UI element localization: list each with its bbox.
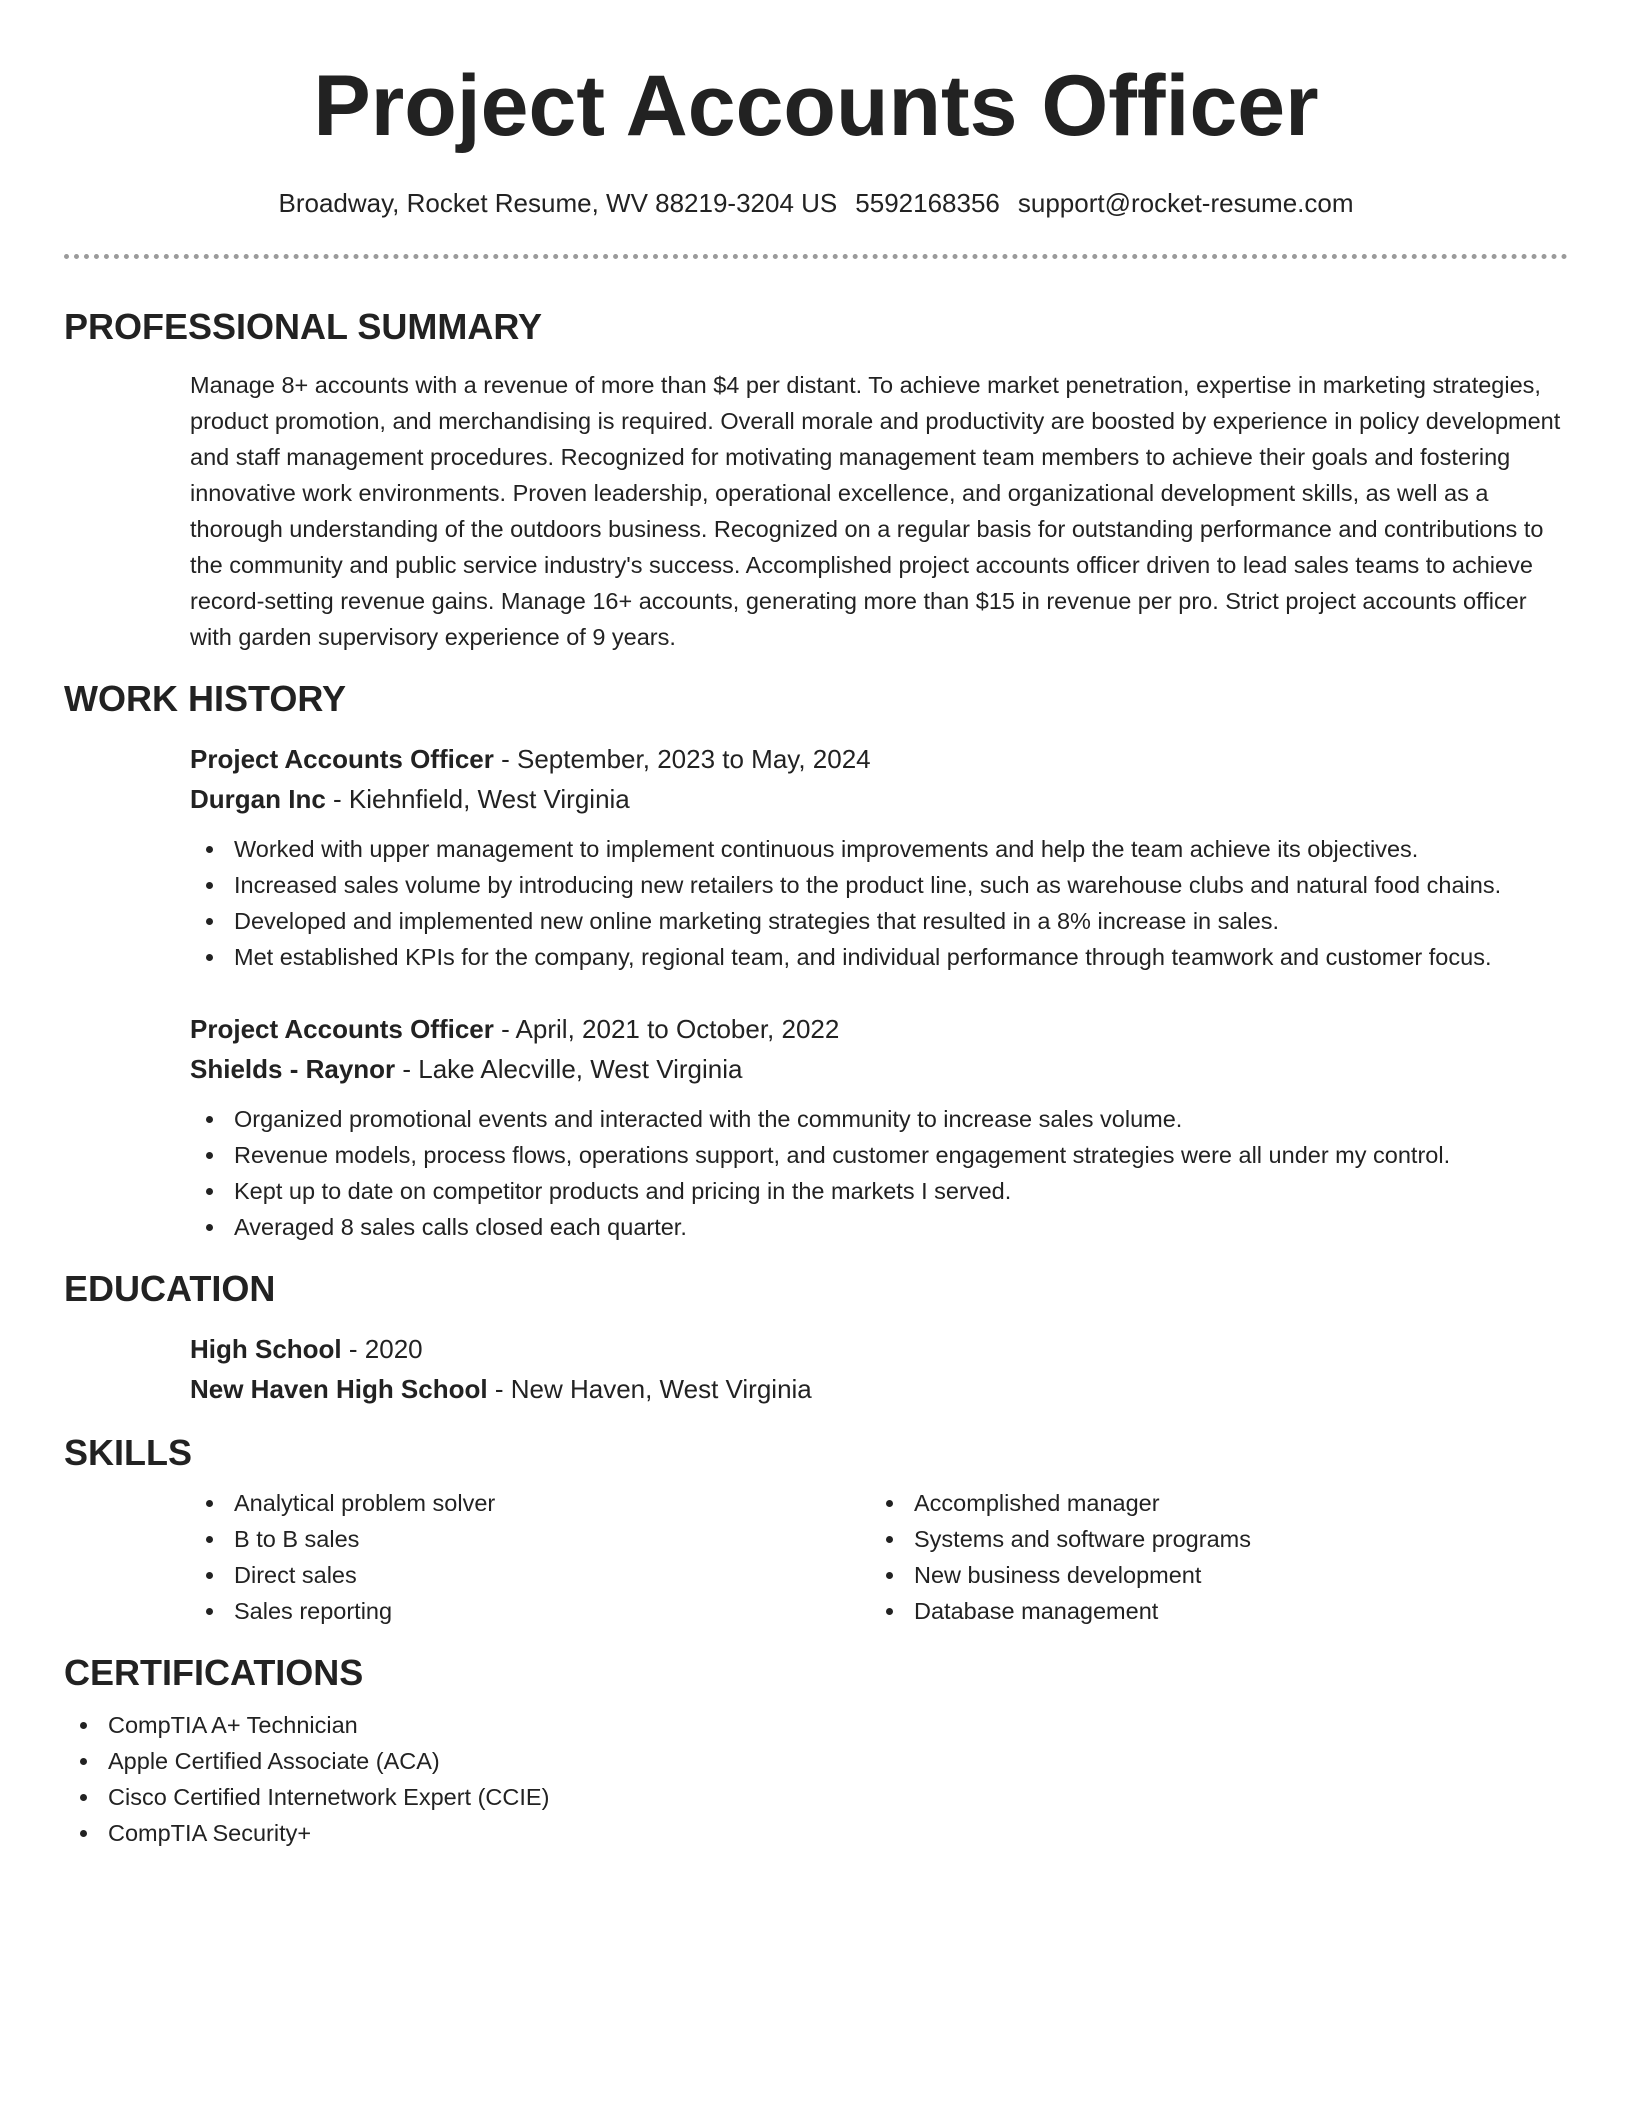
job-role: Project Accounts Officer [190,1014,494,1044]
job-company-line [190,1049,1568,1089]
list-item: Cisco Certified Internetwork Expert (CCIE) [64,1779,1568,1815]
work-history-heading: WORK HISTORY [64,678,347,719]
list-item: Database management [870,1593,1550,1629]
job-role: Project Accounts Officer [190,744,494,774]
summary-section [64,305,1568,655]
list-item: Systems and software programs [870,1521,1550,1557]
skills-grid [64,1485,1568,1629]
education-degree: High School [190,1334,342,1364]
contact-line [64,186,1568,220]
list-item: Apple Certified Associate (ACA) [64,1743,1568,1779]
job-entry [190,739,1568,975]
contact-address: Broadway, Rocket Resume, WV 88219-3204 US [278,188,838,218]
education-year: - 2020 [341,1334,423,1364]
work-history-section [64,677,1568,1245]
education-entry [64,1329,1568,1409]
education-location: - New Haven, West Virginia [487,1374,812,1404]
job-company: Shields - Raynor [190,1054,396,1084]
skills-section [64,1431,1568,1629]
job-dates: - April, 2021 to October, 2022 [493,1014,840,1044]
education-school: New Haven High School [190,1374,488,1404]
list-item: New business development [870,1557,1550,1593]
job-role-line [190,739,1568,779]
certifications-section [64,1651,1568,1851]
job-bullets [190,831,1568,975]
list-item: Revenue models, process flows, operations support, and customer engagement strategies were all under my control. [190,1137,1568,1173]
list-item: Direct sales [190,1557,870,1593]
education-heading: EDUCATION [64,1268,276,1309]
list-item: Analytical problem solver [190,1485,870,1521]
job-list [64,739,1568,1245]
job-entry [190,1009,1568,1245]
header-divider [64,254,1568,259]
contact-email: support@rocket-resume.com [1017,188,1354,218]
education-degree-line [190,1329,1568,1369]
education-section [64,1267,1568,1409]
list-item: Averaged 8 sales calls closed each quarter. [190,1209,1568,1245]
list-item: Increased sales volume by introducing new retailers to the product line, such as warehouse clubs and natural food chains. [190,867,1568,903]
resume-header [64,0,1568,259]
summary-heading: PROFESSIONAL SUMMARY [64,306,543,347]
skills-heading: SKILLS [64,1432,193,1473]
job-role-line [190,1009,1568,1049]
list-item: Organized promotional events and interacted with the community to increase sales volume. [190,1101,1568,1137]
summary-text: Manage 8+ accounts with a revenue of more than $4 per distant. To achieve market penetration, expertise in marketing strategies, product promotion, and merchandising is required. Overall morale and productivity are boosted by experience in policy development and staff management procedures. Recognized for motivating management team members to achieve their goals and fostering innovative work environments. Proven leadership, operational excellence, and organizational development skills, as well as a thorough understanding of the outdoors business. Recognized on a regular basis for outstanding performance and contributions to the community and public service industry's success. Accomplished project accounts officer driven to lead sales teams to achieve record-setting revenue gains. Manage 16+ accounts, generating more than $15 in revenue per pro. Strict project accounts officer with garden supervisory experience of 9 years. [190,372,1561,650]
education-school-line [190,1369,1568,1409]
skills-right-column [870,1485,1550,1629]
job-location: - Kiehnfield, West Virginia [325,784,630,814]
list-item: B to B sales [190,1521,870,1557]
job-company-line [190,779,1568,819]
list-item: Sales reporting [190,1593,870,1629]
certifications-heading: CERTIFICATIONS [64,1652,364,1693]
job-location: - Lake Alecville, West Virginia [395,1054,743,1084]
job-company: Durgan Inc [190,784,326,814]
list-item: Kept up to date on competitor products and pricing in the markets I served. [190,1173,1568,1209]
certifications-list [64,1707,1568,1851]
list-item: Accomplished manager [870,1485,1550,1521]
job-dates: - September, 2023 to May, 2024 [493,744,871,774]
list-item: Met established KPIs for the company, regional team, and individual performance through teamwork and customer focus. [190,939,1568,975]
list-item: Developed and implemented new online marketing strategies that resulted in a 8% increase in sales. [190,903,1568,939]
job-bullets [190,1101,1568,1245]
list-item: CompTIA Security+ [64,1815,1568,1851]
candidate-title: Project Accounts Officer [313,58,1319,154]
list-item: CompTIA A+ Technician [64,1707,1568,1743]
contact-phone: 5592168356 [855,188,1000,218]
list-item: Worked with upper management to implement continuous improvements and help the team achieve its objectives. [190,831,1568,867]
skills-left-column [190,1485,870,1629]
